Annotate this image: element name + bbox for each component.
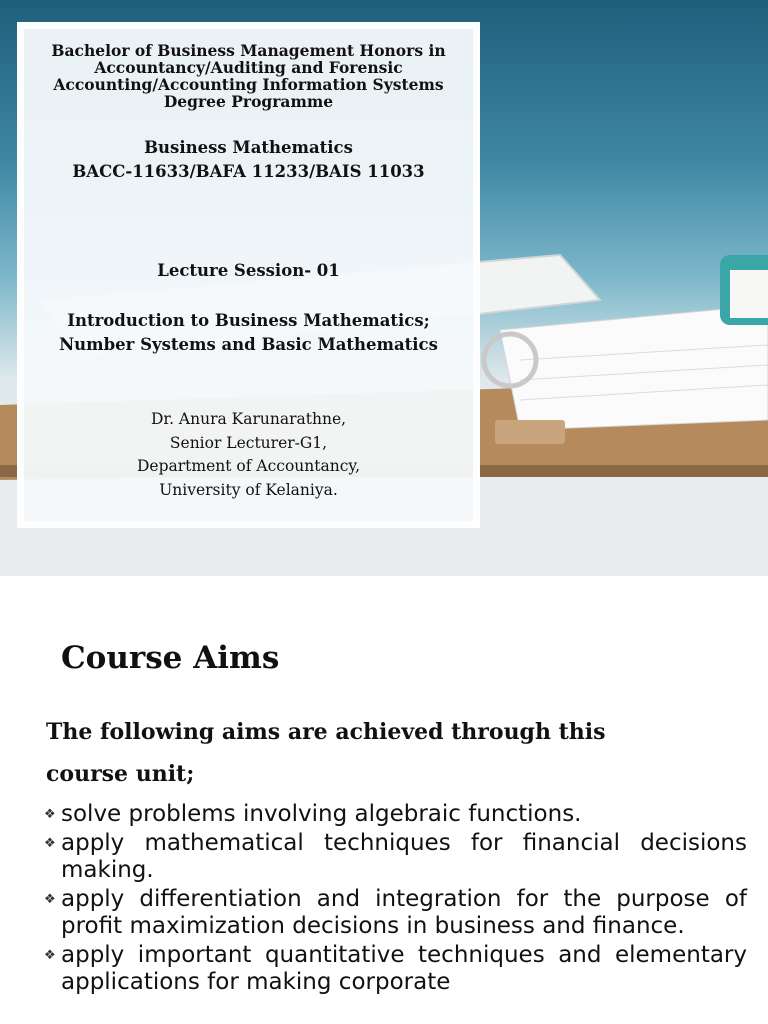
aim-item [44, 886, 747, 940]
author-block [19, 408, 478, 502]
diamond-dots-bullet-icon: ❖ [44, 807, 56, 822]
aim-item [44, 830, 747, 884]
author-department: Department of Accountancy, [136, 457, 361, 475]
aim-text: apply important quantitative techniques and elementary applications for making corporate [61, 942, 747, 995]
course-name: Business Mathematics [144, 138, 353, 157]
aim-item [44, 801, 747, 828]
aim-text: apply differentiation and integration for the purpose of profit maximization decisions in business and finance. [61, 886, 747, 939]
topic-line-2: Number Systems and Basic Mathematics [59, 335, 438, 354]
lecture-session: Lecture Session- 01 [157, 261, 340, 280]
aim-text: solve problems involving algebraic functions. [61, 801, 582, 827]
course-aims-slide [0, 576, 768, 1024]
topic-line-1: Introduction to Business Mathematics; [67, 311, 430, 330]
author-name: Dr. Anura Karunarathne, [150, 410, 347, 428]
diamond-dots-bullet-icon: ❖ [44, 836, 56, 851]
aims-heading: Course Aims [61, 640, 280, 676]
title-panel [17, 22, 480, 528]
aim-item [44, 942, 747, 996]
diamond-dots-bullet-icon: ❖ [44, 948, 56, 963]
aim-text: apply mathematical techniques for financial decisions making. [61, 830, 747, 883]
aims-intro: The following aims are achieved through this course unit; [46, 719, 606, 787]
author-university: University of Kelaniya. [159, 480, 338, 499]
author-position: Senior Lecturer-G1, [169, 433, 328, 452]
aims-list [44, 801, 747, 998]
diamond-dots-bullet-icon: ❖ [44, 892, 56, 907]
program-title: Bachelor of Business Management Honors in Accountancy/Auditing and Forensic Accounting/Accounting Information Systems Degree Programme [51, 41, 446, 111]
course-code: BACC-11633/BAFA 11233/BAIS 11033 [72, 162, 425, 181]
